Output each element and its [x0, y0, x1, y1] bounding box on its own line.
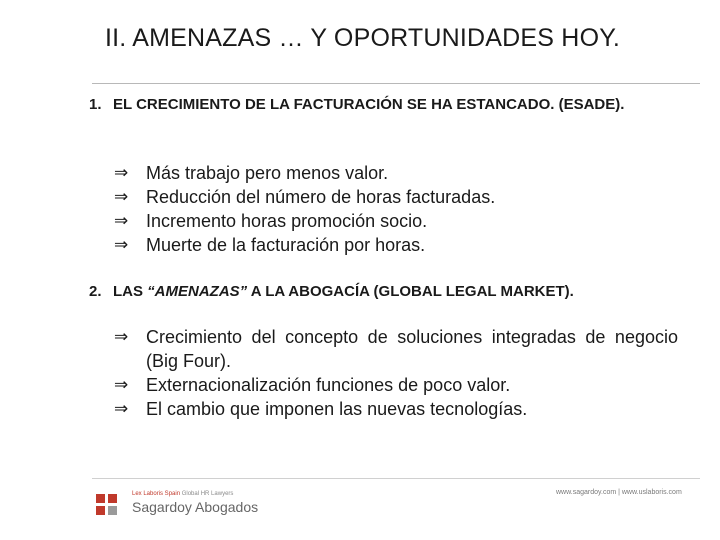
list-item-text: Reducción del número de horas facturadas. — [146, 187, 496, 207]
implies-arrow-icon: ⇒ — [114, 375, 129, 395]
slide-title: II. AMENAZAS … Y OPORTUNIDADES HOY. — [105, 24, 621, 52]
tagline-highlight: Lex Laboris Spain — [132, 491, 181, 497]
section-heading-text: EL CRECIMIENTO DE LA FACTURACIÓN SE HA ESTANCADO. (ESADE). — [113, 96, 625, 113]
company-logo — [96, 491, 286, 517]
title-divider — [92, 83, 700, 84]
list-item — [114, 209, 674, 233]
list-item — [114, 397, 678, 421]
section-heading-1 — [89, 95, 681, 115]
heading-emphasis: “AMENAZAS” — [147, 283, 248, 300]
implies-arrow-icon: ⇒ — [114, 187, 129, 207]
list-item-text: Incremento horas promoción socio. — [146, 211, 428, 231]
list-item — [114, 185, 674, 209]
section-heading-text — [113, 282, 689, 302]
footer-links: www.sagardoy.com | www.uslaboris.com — [556, 489, 682, 496]
logo-mark-icon — [96, 491, 126, 517]
section-number: 1. — [89, 96, 102, 113]
section-heading-2 — [89, 282, 689, 302]
implies-arrow-icon: ⇒ — [114, 399, 129, 419]
bullet-list-2 — [114, 325, 678, 421]
implies-arrow-icon: ⇒ — [114, 327, 129, 347]
list-item — [114, 325, 678, 373]
tagline-rest: Global HR Lawyers — [180, 491, 234, 497]
list-item-text: Muerte de la facturación por horas. — [146, 235, 426, 255]
footer-brand: Sagardoy Abogados — [132, 499, 259, 515]
footer-tagline — [132, 491, 233, 497]
heading-suffix: A LA ABOGACÍA (GLOBAL LEGAL MARKET). — [247, 283, 574, 300]
list-item-text: El cambio que imponen las nuevas tecnologías. — [146, 399, 528, 419]
bullet-list-1 — [114, 161, 674, 257]
section-number: 2. — [89, 283, 102, 300]
implies-arrow-icon: ⇒ — [114, 235, 129, 255]
list-item — [114, 161, 674, 185]
heading-prefix: LAS — [113, 283, 148, 300]
implies-arrow-icon: ⇒ — [114, 211, 129, 231]
list-item — [114, 373, 678, 397]
list-item-text: Externacionalización funciones de poco valor. — [146, 375, 511, 395]
footer-divider — [92, 478, 700, 479]
implies-arrow-icon: ⇒ — [114, 163, 129, 183]
list-item-text: Crecimiento del concepto de soluciones integradas de negocio (Big Four). — [146, 327, 678, 371]
list-item-text: Más trabajo pero menos valor. — [146, 163, 389, 183]
list-item — [114, 233, 674, 257]
